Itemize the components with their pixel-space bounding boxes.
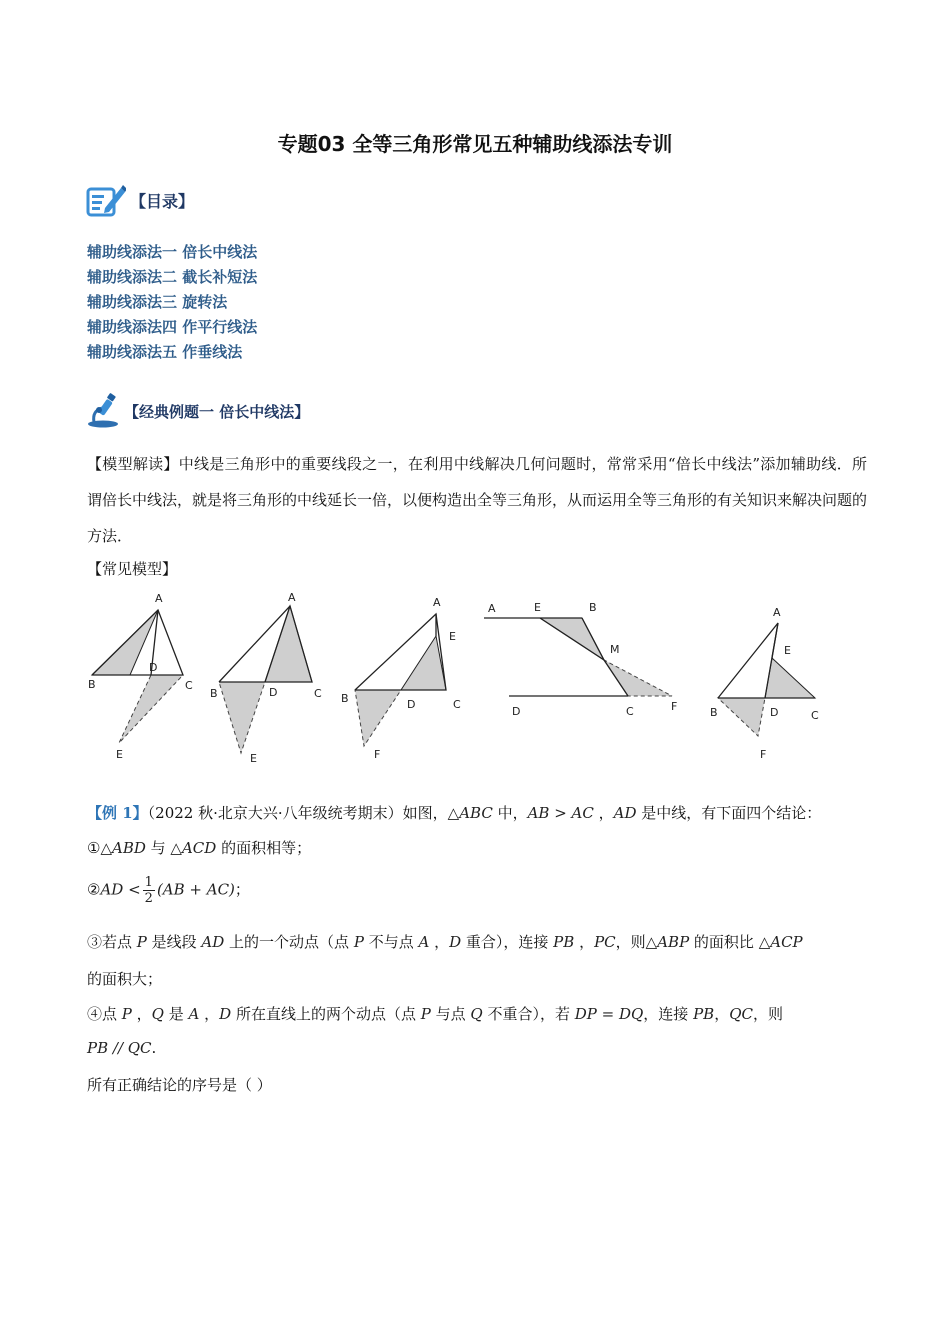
example-source: （2022 秋·北京大兴·八年级统考期末）如图， [147,804,448,822]
math: D [449,933,462,951]
fig5-label-e: E [784,644,791,657]
math: △ABD [100,839,146,857]
fraction-numerator: 1 [144,875,153,890]
statement-4 [87,1002,783,1026]
math-pb-parallel-qc: PB // QC [87,1039,152,1057]
statement-4-cont [87,1036,156,1060]
fig4-label-d: D [512,705,521,718]
text: 是 [163,1005,189,1023]
text: ③若点 [87,933,137,951]
math: △ACP [758,933,803,951]
math: (AB + AC) [156,880,235,899]
fig2-label-c: C [314,687,322,700]
math-ad: AD [613,804,637,822]
math: P [121,1005,132,1023]
fraction-denominator: 2 [144,891,153,906]
text: ； [234,880,250,899]
fig3-label-d: D [407,698,416,711]
math: D [219,1005,232,1023]
fig3-label-b: B [341,692,349,705]
statement-2 [87,875,250,906]
fig5-label-b: B [710,706,718,719]
fig2-label-d: D [269,686,278,699]
fig4-label-b: B [589,601,597,614]
figure-4 [484,601,677,718]
figure-5 [710,606,819,761]
table-of-contents [87,240,257,365]
text: 与 [145,839,171,857]
fig3-label-a: A [433,596,441,609]
statement-3 [87,930,803,954]
toc-item-2[interactable]: 辅助线添法二 截长补短法 [87,268,258,286]
fig2-label-e: E [250,752,257,765]
toc-item-4[interactable]: 辅助线添法四 作平行线法 [87,318,258,336]
fig1-label-d: D [149,661,158,674]
text: 上的一个动点（点 [224,933,354,951]
text: 的面积比 [689,933,759,951]
math: DP = DQ [574,1005,644,1023]
math: PB [693,1005,715,1023]
microscope-icon [86,393,122,429]
fig3-label-e: E [449,630,456,643]
math-triangle-abc: △ABC [447,804,493,822]
text: ④点 [87,1005,122,1023]
statement-1 [87,836,311,860]
math: PB [553,933,575,951]
math: PC [594,933,616,951]
section-heading-label: 【经典例题一 倍长中线法】 [124,402,310,421]
text: 不与点 [363,933,419,951]
common-models-label: 【常见模型】 [87,560,178,578]
fig3-label-f: F [374,748,381,761]
fig5-label-c: C [811,709,819,722]
toc-heading [86,182,194,218]
example-1-intro [87,801,821,825]
fig1-label-e: E [116,748,123,761]
fig1-label-c: C [185,679,193,692]
fraction-one-half [143,875,155,906]
fig2-label-b: B [210,687,218,700]
text: . [151,1039,157,1057]
fig4-label-e: E [534,601,541,614]
statement-3-cont: 的面积大； [87,970,163,988]
text: 重合），连接 [461,933,554,951]
math-ab-gt-ac: AB > AC [527,804,594,822]
math: AD [201,933,225,951]
text: ， [131,1005,152,1023]
fig1-label-a: A [155,592,163,605]
fig1-label-b: B [88,678,96,691]
fig4-label-c: C [626,705,634,718]
text: 是线段 [146,933,202,951]
math: AD < [100,880,141,899]
page-title: 专题03 全等三角形常见五种辅助线添法专训 [277,132,673,156]
text: ，则 [752,1005,783,1023]
math: QC [729,1005,753,1023]
fig4-label-m: M [610,643,620,656]
notepad-pencil-icon [86,182,126,218]
text: 所在直线上的两个动点（点 [231,1005,421,1023]
fig2-label-a: A [288,591,296,604]
math: P [136,933,147,951]
fig5-label-a: A [773,606,781,619]
example-tag: 【例 1】 [87,804,148,822]
toc-item-3[interactable]: 辅助线添法三 旋转法 [87,293,228,311]
math: Q [151,1005,164,1023]
text: ，连接 [643,1005,694,1023]
model-reading-paragraph: 【模型解读】中线是三角形中的重要线段之一，在利用中线解决几何问题时，常常采用“倍长中线法”添加辅助线．所谓倍长中线法，就是将三角形的中线延长一倍，以便构造出全等三角形，从而运用全等三角形的有关知识来解决问题的方法． [87,455,868,545]
figure-3 [341,596,461,761]
fig5-label-f: F [760,748,767,761]
math: A [188,1005,200,1023]
section-heading [86,393,309,429]
math: Q [470,1005,483,1023]
text: ② [87,880,101,899]
math: A [418,933,430,951]
toc-heading-label: 【目录】 [130,191,195,211]
text: ， [199,1005,220,1023]
text: ，则 [615,933,646,951]
fig4-label-f: F [671,700,678,713]
text: ① [87,839,101,857]
figure-2 [210,591,322,765]
text: ， [714,1005,730,1023]
text: ， [593,804,614,822]
text: 与点 [430,1005,471,1023]
math: △ACD [170,839,217,857]
fig5-label-d: D [770,706,779,719]
math: P [420,1005,431,1023]
fig4-label-a: A [488,602,496,615]
math: △ABP [645,933,690,951]
text: ， [429,933,450,951]
text: 中， [492,804,528,822]
text: 的面积相等； [216,839,312,857]
toc-item-5[interactable]: 辅助线添法五 作垂线法 [87,343,243,361]
fig3-label-c: C [453,698,461,711]
text: 不重合），若 [482,1005,575,1023]
figure-1 [88,592,193,761]
math: P [353,933,364,951]
text: 是中线，有下面四个结论： [636,804,822,822]
common-models-figures [85,588,845,773]
toc-item-1[interactable]: 辅助线添法一 倍长中线法 [87,243,258,261]
text: ， [574,933,595,951]
question-line: 所有正确结论的序号是（ ） [87,1076,272,1094]
